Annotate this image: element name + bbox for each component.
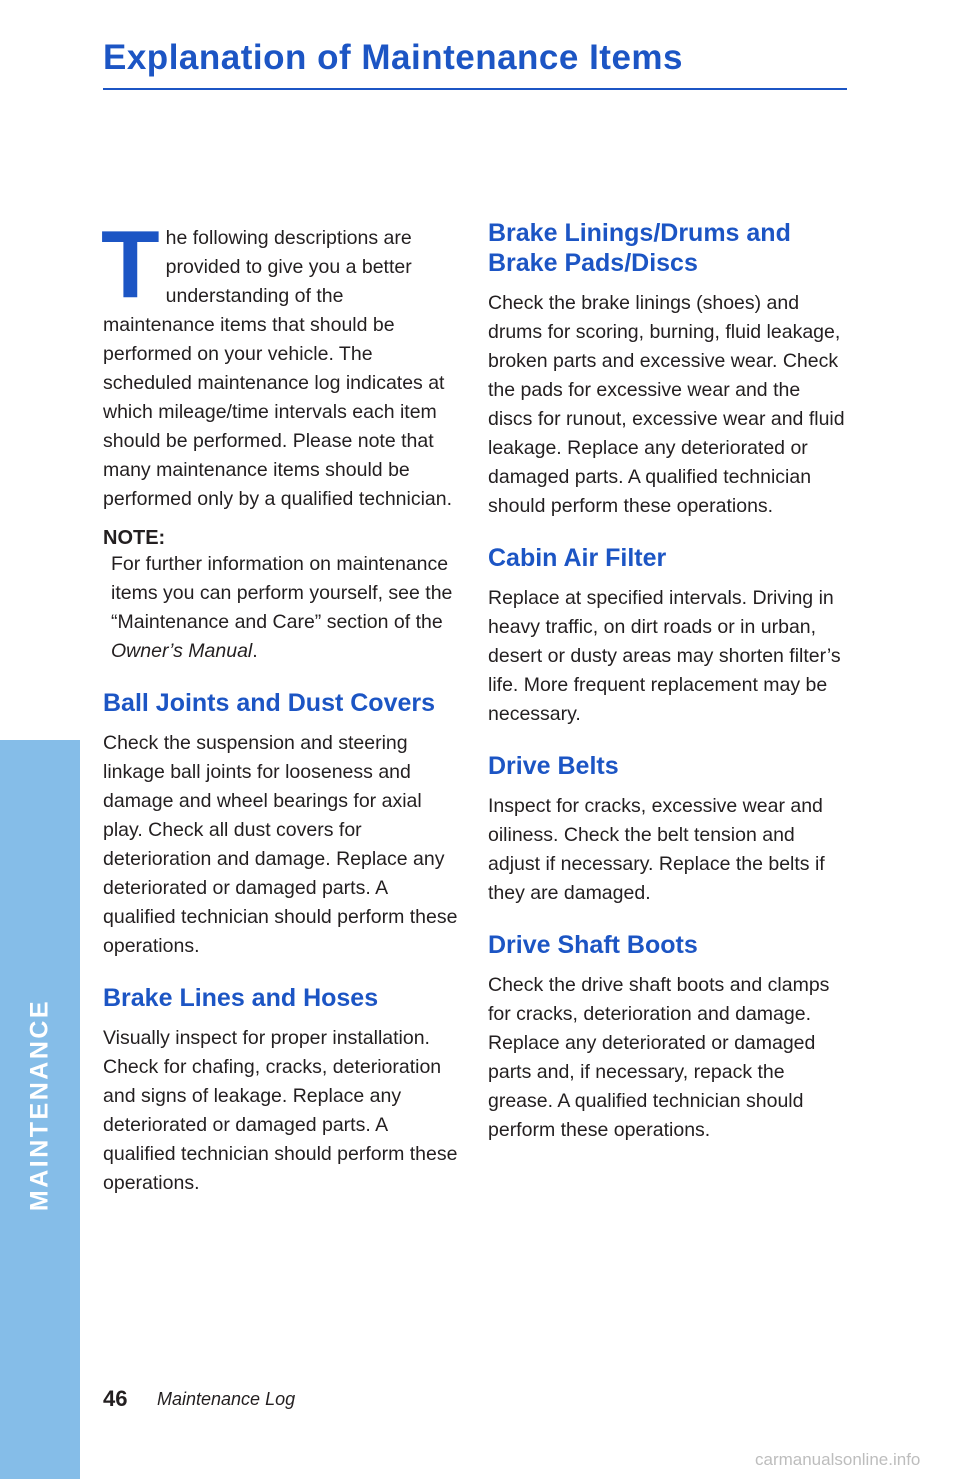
section-heading-drive-shaft-boots: Drive Shaft Boots — [488, 931, 698, 959]
section-body-drive-belts: Inspect for cracks, excessive wear and oiliness. Check the belt tension and adjust if necessary. Replace the belts if they are damaged. — [488, 795, 825, 904]
note-end: . — [252, 640, 258, 662]
section-heading-ball-joints: Ball Joints and Dust Covers — [103, 689, 436, 717]
section-body-ball-joints: Check the suspension and steering linkage ball joints for looseness and damage and wheel bearings for axial play. Check all dust covers for deterioration and damage. Replace any deteriorated or damaged parts. A qualified technician should perform these operations. — [103, 732, 458, 957]
section-body-brake-linings: Check the brake linings (shoes) and drums for scoring, burning, fluid leakage, broken parts and excessive wear. Check the pads for excessive wear and the discs for runout, excessive wear and fluid leakage. Replace any deteriorated or damaged parts. A qualified technician should perform these operations. — [488, 292, 845, 517]
section-heading-drive-belts: Drive Belts — [488, 752, 619, 780]
section-body-cabin-air-filter: Replace at specified intervals. Driving in heavy traffic, on dirt roads or in urban, desert or dusty areas may shorten filter’s life. More frequent replacement may be necessary. — [488, 587, 841, 725]
note-body: For further information on maintenance items you can perform yourself, see the “Maintenance and Care” section of the — [111, 553, 453, 633]
note-text — [103, 550, 459, 666]
right-column — [488, 218, 850, 1145]
intro-paragraph — [101, 211, 459, 514]
side-tab-label: MAINTENANCE — [25, 998, 54, 1212]
section-heading-brake-lines: Brake Lines and Hoses — [103, 984, 379, 1012]
drop-cap: T — [101, 211, 160, 318]
section-heading-brake-linings: Brake Linings/Drums and Brake Pads/Discs — [488, 219, 791, 277]
section-heading-cabin-air-filter: Cabin Air Filter — [488, 544, 667, 572]
left-column — [101, 211, 459, 1198]
intro-text: he following descriptions are provided to give you a better understanding of the maintenance items that should be performed on your vehicle. The scheduled maintenance log indicates at which mileage/time intervals each item should be performed. Please note that many maintenance items should be performed only by a qualified technician. — [103, 227, 453, 510]
title-rule — [103, 88, 847, 90]
owners-manual-reference: Owner’s Manual — [111, 640, 253, 662]
page-number: 46 — [103, 1386, 128, 1411]
section-body-brake-lines: Visually inspect for proper installation. Check for chafing, cracks, deterioration and signs of leakage. Replace any deteriorated or damaged parts. A qualified technician should perform these operations. — [103, 1027, 458, 1194]
page-title: Explanation of Maintenance Items — [103, 38, 683, 77]
watermark-text: carmanualsonline.info — [755, 1450, 921, 1469]
footer-title: Maintenance Log — [157, 1389, 296, 1409]
section-body-drive-shaft-boots: Check the drive shaft boots and clamps for cracks, deterioration and damage. Replace any deteriorated or damaged parts and, if necessary, repack the grease. A qualified technician should perform these operations. — [488, 974, 830, 1141]
note-label: NOTE: — [103, 527, 166, 549]
